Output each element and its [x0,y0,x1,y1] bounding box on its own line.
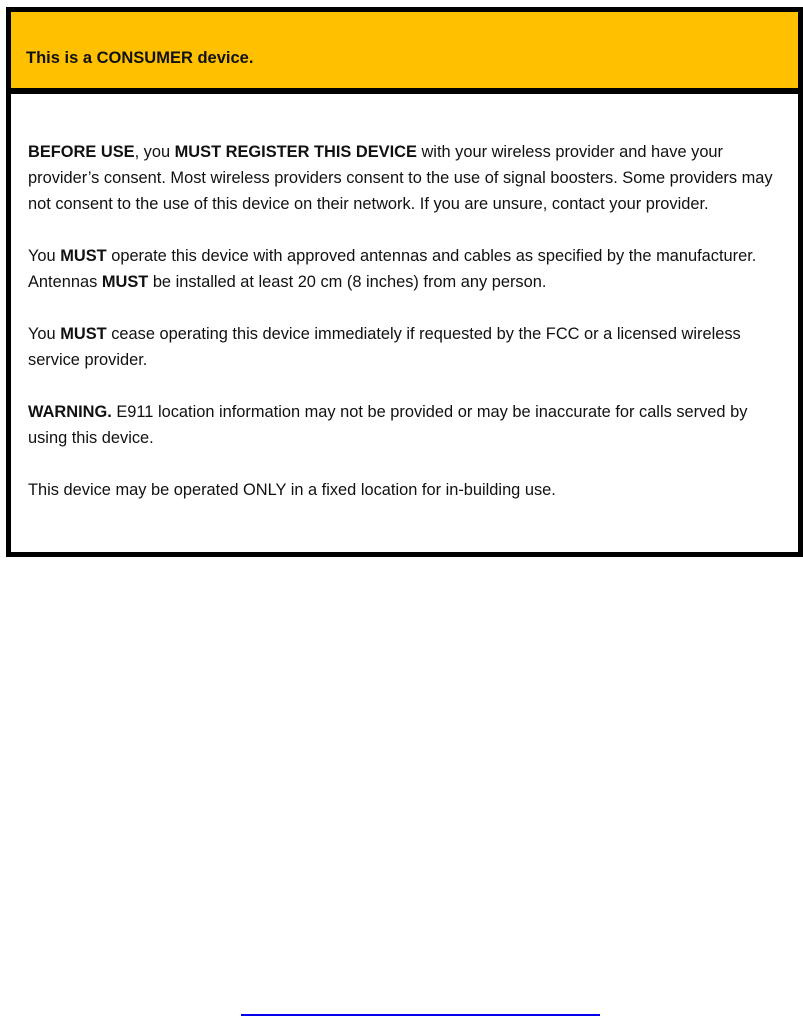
text-span: , you [134,143,175,161]
text-span: with your wireless provider and have your provider’s consent. Most wireless providers consent to the use of signal boosters. Some providers may not consent to the use of this device on their network. If you are unsure, contact your provider. [28,143,773,213]
text-span: E911 location information may not be provided or may be inaccurate for calls served by using this device. [28,403,748,447]
text-span: operate this device with approved antennas and cables as specified by the manufacturer. Antennas [28,247,757,291]
consumer-notice-box [6,7,803,557]
text-span: be installed at least 20 cm (8 inches) from any person. [148,273,547,291]
must-emphasis: MUST [60,325,107,343]
before-use-emphasis: BEFORE USE [28,143,135,161]
text-span: You [28,247,61,265]
paragraph-e911-warning [28,399,782,451]
must-register-emphasis: MUST REGISTER THIS DEVICE [174,143,417,161]
text-span: cease operating this device immediately if requested by the FCC or a licensed wireless service provider. [28,325,741,369]
must-emphasis: MUST [60,247,107,265]
text-span: You [28,325,61,343]
notice-title: This is a CONSUMER device. [26,49,254,67]
paragraph-fixed-location [28,477,782,503]
paragraph-antennas [28,243,782,295]
text-span: This device may be operated ONLY in a fixed location for in-building use. [28,481,556,499]
paragraph-registration [28,139,782,217]
link-underline[interactable] [241,1014,600,1016]
notice-header [11,12,798,94]
paragraph-cease-operation [28,321,782,373]
must-emphasis: MUST [101,273,149,291]
warning-emphasis: WARNING. [28,403,112,421]
notice-body [11,94,798,503]
